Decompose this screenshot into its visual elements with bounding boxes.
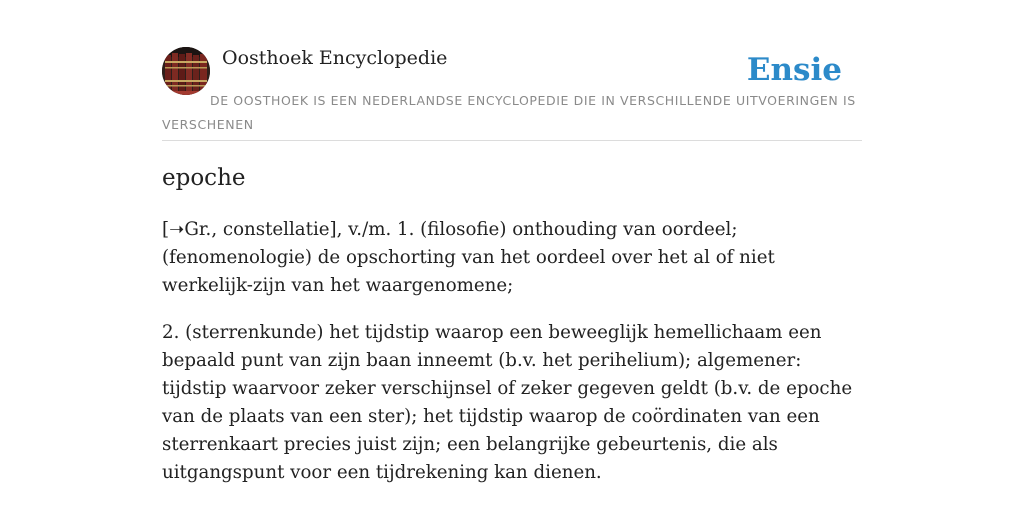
source-avatar[interactable] [162,47,210,95]
source-header [162,0,862,141]
source-tagline: DE OOSTHOEK IS EEN NEDERLANDSE ENCYCLOPEDIE DIE IN VERSCHILLENDE UITVOERINGEN IS VERSCHENEN [162,93,856,132]
entry-title: epoche [162,165,246,191]
book-spines-icon [162,47,210,95]
definition-paragraph: [➝Gr., constellatie], v./m. 1. (filosofie) onthouding van oordeel; (fenomenologie) de opschorting van het oordeel over het al of niet werkelijk-zijn van het waargenomene; [162,219,775,296]
definition-paragraph: 2. (sterrenkunde) het tijdstip waarop een beweeglijk hemellichaam een bepaald punt van zijn baan inneemt (b.v. het perihelium); algemener: tijdstip waarvoor zeker verschijnsel of zeker gegeven geldt (b.v. de epoche van de plaats van een ster); het tijdstip waarop de coördinaten van een sterrenkaart precies juist zijn; een belangrijke gebeurtenis, die als uitgangspunt voor een tijdrekening kan dienen. [162,322,853,483]
ensie-logo[interactable]: Ensie [746,52,842,88]
source-title[interactable]: Oosthoek Encyclopedie [222,47,448,69]
page [162,0,862,483]
